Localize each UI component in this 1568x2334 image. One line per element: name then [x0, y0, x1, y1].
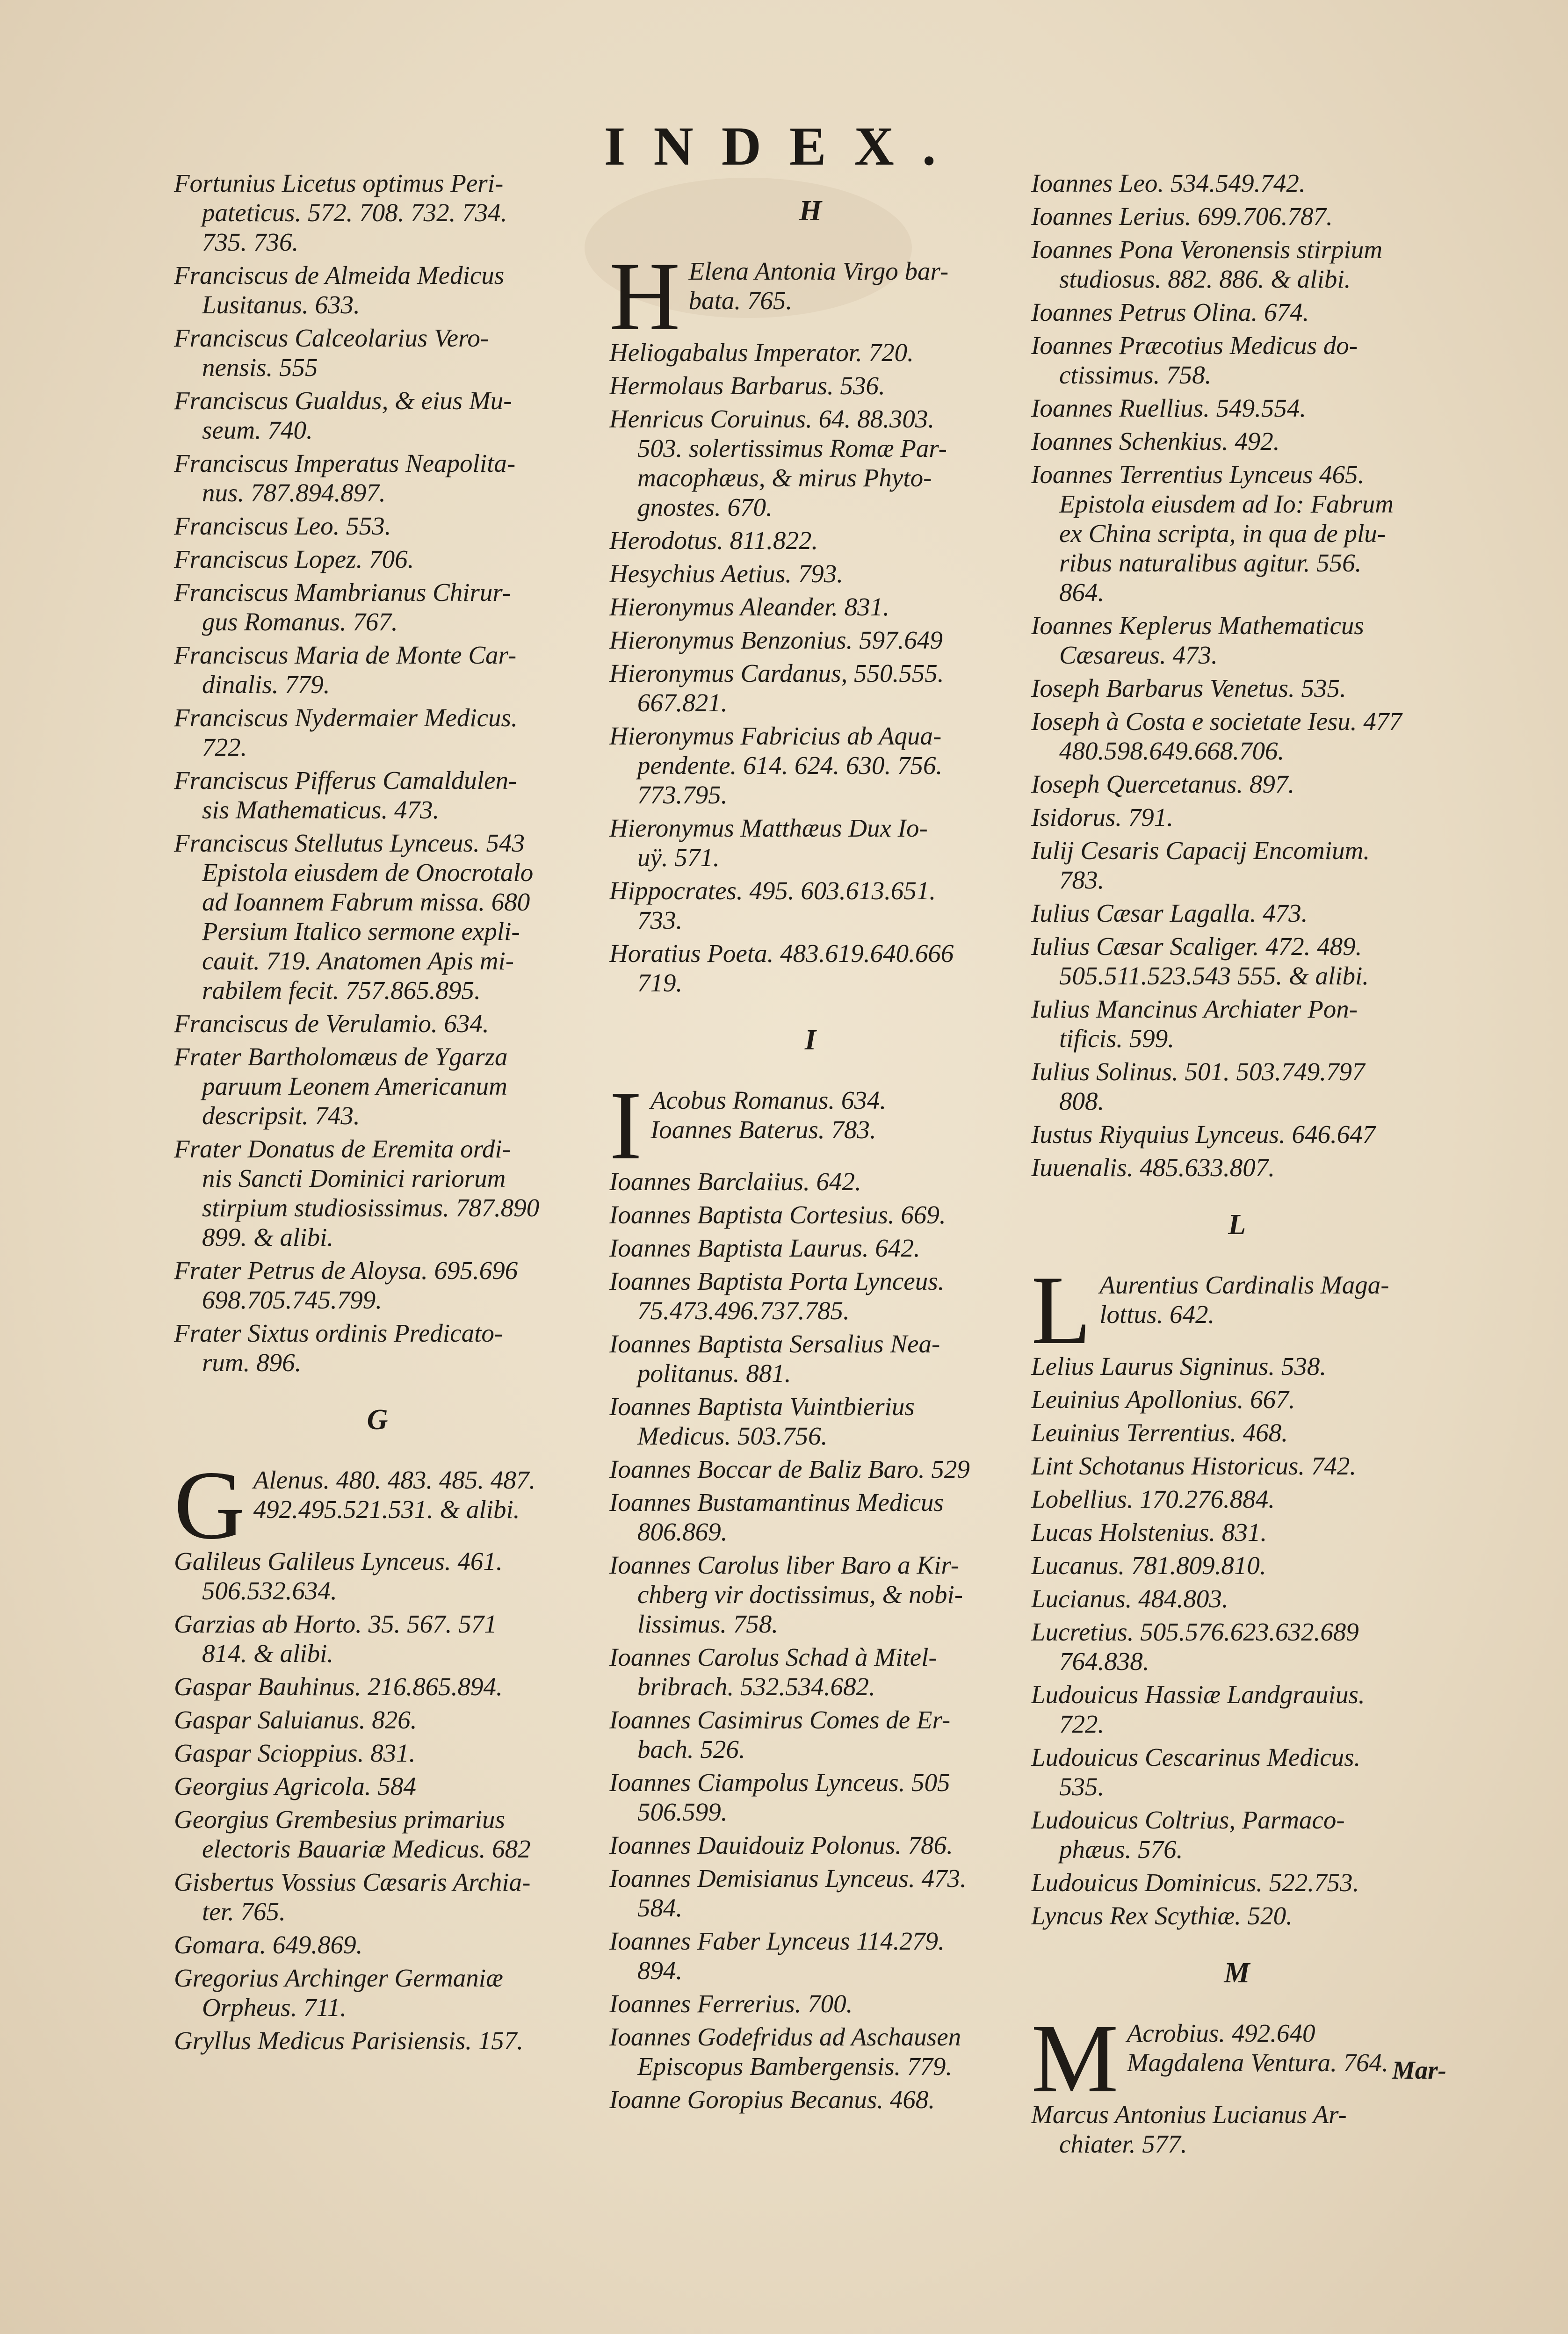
entry-text: Ioannes Lerius. 699.706.787.: [1031, 202, 1333, 231]
index-column-3: [1031, 168, 1443, 2162]
entry-text: Franciscus Pifferus Camaldulen-: [174, 766, 517, 795]
drop-cap: I: [609, 1071, 642, 1180]
entry-text: Franciscus Calceolarius Vero-: [174, 324, 489, 352]
catchword: Mar-: [1392, 2056, 1446, 2084]
index-entry: [609, 1233, 1012, 1263]
entry-continuation: 503. solertissimus Romæ Par-: [637, 434, 947, 462]
index-entry: [174, 2026, 581, 2055]
section-letter: I: [804, 1024, 817, 1056]
entry-continuation: Ioannes Baterus. 783.: [650, 1115, 876, 1144]
entry-continuation: 480.598.649.668.706.: [1059, 737, 1285, 765]
index-entry: [174, 828, 581, 1005]
index-entry: [174, 766, 581, 824]
index-entry: [609, 1392, 1012, 1451]
index-entry: [609, 813, 1012, 872]
index-entry: [1031, 1256, 1443, 1365]
entry-text: Hieronymus Benzonius. 597.649: [609, 626, 943, 654]
entry-text: Ioannes Faber Lynceus 114.279.: [609, 1927, 945, 1955]
index-entry: [174, 511, 581, 541]
entry-continuation: 75.473.496.737.785.: [637, 1296, 850, 1325]
index-entry: [174, 1042, 581, 1130]
section-letter: M: [1224, 1957, 1250, 1989]
index-entry: [174, 386, 581, 445]
entry-text: Ioannes Petrus Olina. 674.: [1031, 298, 1309, 326]
index-entry: [609, 404, 1012, 522]
index-entry: [609, 1488, 1012, 1546]
entry-text: Frater Sixtus ordinis Predicato-: [174, 1319, 503, 1347]
index-entry: [1031, 297, 1443, 327]
entry-continuation: Epistola eiusdem ad Io: Fabrum: [1059, 490, 1394, 518]
entry-continuation: 506.532.634.: [202, 1576, 337, 1605]
index-entry: [1031, 1868, 1443, 1897]
index-entry: [174, 1963, 581, 2022]
entry-continuation: 667.821.: [637, 688, 728, 717]
index-entry: [1031, 393, 1443, 423]
entry-text: Lucretius. 505.576.623.632.689: [1031, 1618, 1359, 1646]
index-entry: [1031, 426, 1443, 456]
entry-continuation: 864.: [1059, 578, 1105, 607]
index-entry: [174, 1805, 581, 1864]
index-entry: [174, 1930, 581, 1959]
index-entry: [1031, 1385, 1443, 1414]
entry-continuation: lissimus. 758.: [637, 1610, 779, 1638]
index-entry: [609, 1989, 1012, 2018]
entry-text: Ioannes Schenkius. 492.: [1031, 427, 1280, 455]
index-entry: [609, 1926, 1012, 1985]
entry-continuation: studiosus. 882. 886. & alibi.: [1059, 265, 1351, 293]
index-entry: [609, 1550, 1012, 1639]
entry-text: Ludouicus Coltrius, Parmaco-: [1031, 1806, 1345, 1834]
entry-continuation: 698.705.745.799.: [202, 1286, 382, 1314]
entry-continuation: ad Ioannem Fabrum missa. 680: [202, 888, 530, 916]
entry-text: Ioannes Godefridus ad Aschausen: [609, 2023, 961, 2051]
index-entry: [174, 1009, 581, 1038]
entry-continuation: ter. 765.: [202, 1897, 286, 1926]
index-entry: [174, 1318, 581, 1377]
entry-text: Ioannes Barclaiius. 642.: [609, 1167, 861, 1196]
entry-text: Ioannes Ferrerius. 700.: [609, 1989, 853, 2018]
index-entry: [174, 1451, 581, 1560]
index-entry: [609, 658, 1012, 717]
entry-text: Iulius Cæsar Scaliger. 472. 489.: [1031, 932, 1362, 961]
index-entry: [1031, 168, 1443, 198]
index-entry: [1031, 1451, 1443, 1481]
index-entry: [609, 559, 1012, 588]
entry-continuation: electoris Bauariæ Medicus. 682: [202, 1835, 531, 1863]
entry-text: Iulius Cæsar Lagalla. 473.: [1031, 899, 1308, 927]
entry-continuation: sis Mathematicus. 473.: [202, 795, 440, 824]
entry-text: Hermolaus Barbarus. 536.: [609, 371, 885, 400]
entry-continuation: bata. 765.: [688, 286, 793, 315]
entry-continuation: chberg vir doctissimus, & nobi-: [637, 1580, 963, 1609]
entry-text: Lelius Laurus Signinus. 538.: [1031, 1352, 1327, 1380]
entry-continuation: 733.: [637, 906, 683, 934]
entry-continuation: 806.869.: [637, 1517, 728, 1546]
index-entry: [1031, 611, 1443, 670]
entry-continuation: Epistola eiusdem de Onocrotalo: [202, 858, 534, 887]
entry-continuation: nis Sancti Dominici rariorum: [202, 1164, 506, 1192]
entry-text: Alenus. 480. 483. 485. 487.: [253, 1466, 536, 1494]
entry-continuation: 735. 736.: [202, 228, 299, 256]
entry-text: Gaspar Scioppius. 831.: [174, 1739, 416, 1767]
entry-continuation: Lusitanus. 633.: [202, 290, 360, 319]
entry-text: Ioannes Ciampolus Lynceus. 505: [609, 1768, 950, 1797]
entry-text: Ioannes Leo. 534.549.742.: [1031, 169, 1306, 197]
entry-text: Gomara. 649.869.: [174, 1930, 363, 1959]
index-entry: [1031, 235, 1443, 294]
entry-text: Ludouicus Dominicus. 522.753.: [1031, 1868, 1359, 1897]
entry-text: Iulij Cesaris Capacij Encomium.: [1031, 836, 1370, 865]
entry-text: Ioannes Carolus liber Baro a Kir-: [609, 1551, 960, 1579]
index-entry: [174, 1256, 581, 1315]
entry-continuation: 722.: [202, 733, 247, 761]
index-entry: [1031, 1484, 1443, 1514]
drop-cap: H: [609, 242, 680, 351]
entry-continuation: chiater. 577.: [1059, 2130, 1187, 2158]
index-entry: [1031, 1805, 1443, 1864]
entry-continuation: gus Romanus. 767.: [202, 607, 398, 636]
entry-text: Hieronymus Aleander. 831.: [609, 593, 889, 621]
index-entry: [1031, 1901, 1443, 1930]
index-entry: [1031, 2004, 1443, 2113]
entry-text: Gryllus Medicus Parisiensis. 157.: [174, 2026, 524, 2055]
entry-continuation: 492.495.521.531. & alibi.: [253, 1495, 520, 1524]
entry-continuation: stirpium studiosissimus. 787.890: [202, 1193, 540, 1222]
entry-continuation: tificis. 599.: [1059, 1024, 1174, 1053]
entry-text: Garzias ab Horto. 35. 567. 571: [174, 1610, 497, 1638]
entry-continuation: 894.: [637, 1956, 683, 1985]
entry-text: Henricus Coruinus. 64. 88.303.: [609, 405, 935, 433]
entry-text: Fortunius Licetus optimus Peri-: [174, 169, 504, 197]
entry-text: Ioannes Pona Veronensis stirpium: [1031, 235, 1383, 264]
entry-continuation: bach. 526.: [637, 1735, 745, 1763]
entry-text: Gregorius Archinger Germaniæ: [174, 1964, 503, 1992]
index-entry: [609, 2022, 1012, 2081]
index-entry: [1031, 1551, 1443, 1580]
index-entry: [609, 1642, 1012, 1701]
entry-continuation: macophæus, & mirus Phyto-: [637, 463, 932, 492]
entry-continuation: 808.: [1059, 1087, 1105, 1115]
entry-continuation: 505.511.523.543 555. & alibi.: [1059, 961, 1369, 990]
entry-text: Lucianus. 484.803.: [1031, 1584, 1228, 1613]
entry-continuation: paruum Leonem Americanum: [202, 1072, 507, 1100]
index-entry: [609, 1864, 1012, 1922]
index-entry: [1031, 1418, 1443, 1447]
entry-text: Ioannes Ruellius. 549.554.: [1031, 394, 1307, 422]
entry-text: Acobus Romanus. 634.: [650, 1086, 887, 1114]
section-letter: G: [367, 1404, 388, 1436]
entry-continuation: politanus. 881.: [637, 1359, 791, 1387]
entry-text: Franciscus Nydermaier Medicus.: [174, 703, 518, 732]
entry-text: Ioannes Demisianus Lynceus. 473.: [609, 1864, 967, 1893]
index-entry: [1031, 1742, 1443, 1801]
entry-text: Ioannes Baptista Cortesius. 669.: [609, 1200, 946, 1229]
section-letter: L: [1228, 1209, 1246, 1241]
entry-text: Frater Bartholomæus de Ygarza: [174, 1042, 508, 1071]
index-entry: [1031, 673, 1443, 703]
entry-continuation: 899. & alibi.: [202, 1223, 334, 1251]
entry-text: Iustus Riyquius Lynceus. 646.647: [1031, 1120, 1376, 1149]
entry-continuation: ctissimus. 758.: [1059, 361, 1212, 389]
entry-continuation: phæus. 576.: [1059, 1835, 1183, 1864]
index-column-2: [609, 168, 1012, 2118]
index-entry: [609, 526, 1012, 555]
entry-text: Ioannes Keplerus Mathematicus: [1031, 611, 1364, 640]
entry-text: Ludouicus Cescarinus Medicus.: [1031, 1743, 1361, 1771]
index-entry: [174, 1771, 581, 1801]
index-entry: [1031, 802, 1443, 832]
index-entry: [1031, 2100, 1443, 2159]
index-entry: [1031, 460, 1443, 607]
index-entry: [174, 1738, 581, 1768]
entry-text: Franciscus Mambrianus Chirur-: [174, 578, 511, 607]
index-entry: [609, 2085, 1012, 2114]
entry-continuation: 814. & alibi.: [202, 1639, 334, 1668]
entry-continuation: 535.: [1059, 1772, 1105, 1801]
entry-continuation: Episcopus Bambergensis. 779.: [637, 2052, 953, 2081]
entry-text: Gaspar Bauhinus. 216.865.894.: [174, 1672, 503, 1701]
entry-text: Ioannes Boccar de Baliz Baro. 529: [609, 1455, 970, 1483]
index-entry: [1031, 1680, 1443, 1739]
page-header: INDEX.: [604, 116, 964, 177]
index-entry: [609, 721, 1012, 809]
index-entry: [174, 578, 581, 636]
entry-continuation: Cæsareus. 473.: [1059, 641, 1218, 669]
entry-text: Herodotus. 811.822.: [609, 526, 818, 555]
drop-cap: M: [1031, 2004, 1119, 2113]
entry-text: Franciscus de Verulamio. 634.: [174, 1009, 489, 1038]
index-entry: [174, 1134, 581, 1252]
index-entry: [174, 168, 581, 257]
entry-text: Ioannes Baptista Vuintbierius: [609, 1392, 915, 1421]
entry-continuation: descripsit. 743.: [202, 1101, 360, 1130]
entry-continuation: 719.: [637, 968, 683, 997]
index-entry: [1031, 331, 1443, 390]
entry-continuation: 722.: [1059, 1710, 1105, 1738]
entry-text: Elena Antonia Virgo bar-: [688, 257, 949, 285]
entry-text: Hesychius Aetius. 793.: [609, 559, 844, 588]
entry-text: Hieronymus Matthæus Dux Io-: [609, 814, 928, 842]
entry-text: Iulius Mancinus Archiater Pon-: [1031, 995, 1358, 1023]
entry-continuation: 773.795.: [637, 780, 728, 809]
entry-text: Ioannes Dauidouiz Polonus. 786.: [609, 1831, 953, 1859]
entry-text: Ioannes Bustamantinus Medicus: [609, 1488, 944, 1517]
index-entry: [609, 939, 1012, 997]
entry-text: Georgius Agricola. 584: [174, 1772, 416, 1800]
entry-continuation: 783.: [1059, 866, 1105, 894]
entry-text: Franciscus Stellutus Lynceus. 543: [174, 829, 525, 857]
index-entry: [174, 323, 581, 382]
entry-continuation: seum. 740.: [202, 416, 313, 444]
index-entry: [609, 1071, 1012, 1180]
index-entry: [609, 592, 1012, 621]
index-entry: [609, 1266, 1012, 1325]
entry-text: Ioanne Goropius Becanus. 468.: [609, 2085, 935, 2114]
entry-continuation: 506.599.: [637, 1798, 728, 1826]
entry-text: Gaspar Saluianus. 826.: [174, 1705, 417, 1734]
entry-continuation: bribrach. 532.534.682.: [637, 1672, 875, 1701]
index-entry: [1031, 898, 1443, 928]
entry-text: Frater Petrus de Aloysa. 695.696: [174, 1256, 518, 1285]
index-entry: [174, 703, 581, 762]
entry-text: Galileus Galileus Lynceus. 461.: [174, 1547, 503, 1575]
entry-continuation: pateticus. 572. 708. 732. 734.: [202, 198, 507, 227]
index-entry: [1031, 1153, 1443, 1182]
entry-continuation: gnostes. 670.: [637, 493, 773, 521]
entry-text: Franciscus Lopez. 706.: [174, 545, 414, 573]
entry-text: Ioseph Barbarus Venetus. 535.: [1031, 674, 1346, 702]
entry-text: Iuuenalis. 485.633.807.: [1031, 1153, 1275, 1182]
entry-text: Heliogabalus Imperator. 720.: [609, 338, 914, 367]
entry-continuation: ribus naturalibus agitur. 556.: [1059, 549, 1362, 577]
entry-continuation: Medicus. 503.756.: [637, 1422, 828, 1450]
index-column-1: [174, 168, 581, 2059]
entry-text: Lyncus Rex Scythiæ. 520.: [1031, 1901, 1293, 1930]
entry-text: Ioannes Præcotius Medicus do-: [1031, 331, 1358, 360]
index-entry: [1031, 994, 1443, 1053]
entry-continuation: nus. 787.894.897.: [202, 478, 386, 507]
entry-text: Gisbertus Vossius Cæsaris Archia-: [174, 1868, 531, 1896]
index-entry: [1031, 1120, 1443, 1149]
index-entry: [174, 640, 581, 699]
index-entry: [609, 242, 1012, 351]
entry-text: Hieronymus Fabricius ab Aqua-: [609, 722, 942, 750]
drop-cap: L: [1031, 1256, 1091, 1365]
entry-text: Isidorus. 791.: [1031, 803, 1174, 831]
index-entry: [609, 1167, 1012, 1196]
index-entry: [1031, 707, 1443, 766]
entry-continuation: Persium Italico sermone expli-: [202, 917, 520, 946]
index-entry: [1031, 1517, 1443, 1547]
index-entry: [174, 1672, 581, 1701]
entry-continuation: 764.838.: [1059, 1647, 1149, 1676]
index-entry: [609, 1705, 1012, 1764]
index-entry: [609, 1329, 1012, 1388]
entry-continuation: lottus. 642.: [1099, 1300, 1215, 1329]
drop-cap: G: [174, 1451, 245, 1560]
entry-continuation: Magdalena Ventura. 764.: [1127, 2048, 1388, 2077]
entry-text: Ioseph à Costa e societate Iesu. 477: [1031, 707, 1402, 736]
entry-text: Leuinius Apollonius. 667.: [1031, 1385, 1295, 1414]
index-entry: [1031, 1617, 1443, 1676]
index-entry: [1031, 932, 1443, 990]
entry-text: Ioannes Carolus Schad à Mitel-: [609, 1643, 937, 1671]
entry-text: Franciscus de Almeida Medicus: [174, 261, 505, 289]
entry-continuation: nensis. 555: [202, 353, 318, 382]
entry-continuation: pendente. 614. 624. 630. 756.: [637, 751, 943, 780]
index-entry: [609, 876, 1012, 935]
index-entry: [174, 448, 581, 507]
index-entry: [174, 1546, 581, 1605]
index-entry: [1031, 202, 1443, 231]
entry-text: Franciscus Gualdus, & eius Mu-: [174, 386, 512, 415]
entry-text: Marcus Antonius Lucianus Ar-: [1031, 2100, 1347, 2129]
entry-text: Ioannes Baptista Porta Lynceus.: [609, 1267, 945, 1295]
index-entry: [1031, 836, 1443, 895]
index-entry: [174, 544, 581, 574]
index-entry: [1031, 769, 1443, 799]
index-entry: [1031, 1584, 1443, 1613]
index-entry: [609, 1830, 1012, 1860]
entry-text: Ioannes Terrentius Lynceus 465.: [1031, 460, 1365, 489]
entry-text: Acrobius. 492.640: [1127, 2019, 1315, 2047]
index-entry: [609, 1200, 1012, 1229]
entry-continuation: uÿ. 571.: [637, 843, 720, 872]
index-entry: [174, 1609, 581, 1668]
index-entry: [609, 338, 1012, 367]
entry-text: Franciscus Leo. 553.: [174, 512, 391, 540]
index-entry: [609, 625, 1012, 655]
index-entry: [174, 260, 581, 319]
index-entry: [1031, 1351, 1443, 1381]
index-entry: [609, 371, 1012, 400]
entry-text: Hieronymus Cardanus, 550.555.: [609, 659, 944, 687]
entry-continuation: cauit. 719. Anatomen Apis mi-: [202, 947, 514, 975]
entry-text: Aurentius Cardinalis Maga-: [1099, 1271, 1389, 1299]
section-letter: H: [799, 195, 822, 227]
index-entry: [609, 1454, 1012, 1484]
entry-text: Leuinius Terrentius. 468.: [1031, 1418, 1288, 1447]
entry-continuation: rum. 896.: [202, 1348, 302, 1377]
entry-text: Frater Donatus de Eremita ordi-: [174, 1134, 511, 1163]
entry-text: Iulius Solinus. 501. 503.749.797: [1031, 1057, 1365, 1086]
entry-continuation: dinalis. 779.: [202, 670, 330, 699]
entry-continuation: 584.: [637, 1893, 683, 1922]
entry-text: Hippocrates. 495. 603.613.651.: [609, 876, 936, 905]
index-entry: [1031, 1057, 1443, 1116]
entry-text: Ludouicus Hassiæ Landgrauius.: [1031, 1680, 1365, 1709]
index-entry: [174, 1867, 581, 1926]
entry-continuation: ex China scripta, in qua de plu-: [1059, 519, 1386, 548]
entry-text: Lobellius. 170.276.884.: [1031, 1485, 1275, 1513]
entry-text: Horatius Poeta. 483.619.640.666: [609, 939, 954, 968]
entry-continuation: rabilem fecit. 757.865.895.: [202, 976, 481, 1004]
entry-text: Lucanus. 781.809.810.: [1031, 1551, 1266, 1580]
entry-text: Ioannes Baptista Sersalius Nea-: [609, 1330, 940, 1358]
entry-text: Ioannes Baptista Laurus. 642.: [609, 1234, 920, 1262]
index-entry: [609, 1768, 1012, 1827]
entry-text: Ioannes Casimirus Comes de Er-: [609, 1705, 951, 1734]
entry-text: Franciscus Imperatus Neapolita-: [174, 449, 516, 477]
entry-text: Lint Schotanus Historicus. 742.: [1031, 1452, 1357, 1480]
entry-continuation: Orpheus. 711.: [202, 1993, 347, 2022]
index-entry: [174, 1705, 581, 1734]
entry-text: Franciscus Maria de Monte Car-: [174, 641, 517, 669]
entry-text: Lucas Holstenius. 831.: [1031, 1518, 1267, 1546]
entry-text: Georgius Grembesius primarius: [174, 1805, 505, 1834]
entry-text: Ioseph Quercetanus. 897.: [1031, 770, 1295, 798]
